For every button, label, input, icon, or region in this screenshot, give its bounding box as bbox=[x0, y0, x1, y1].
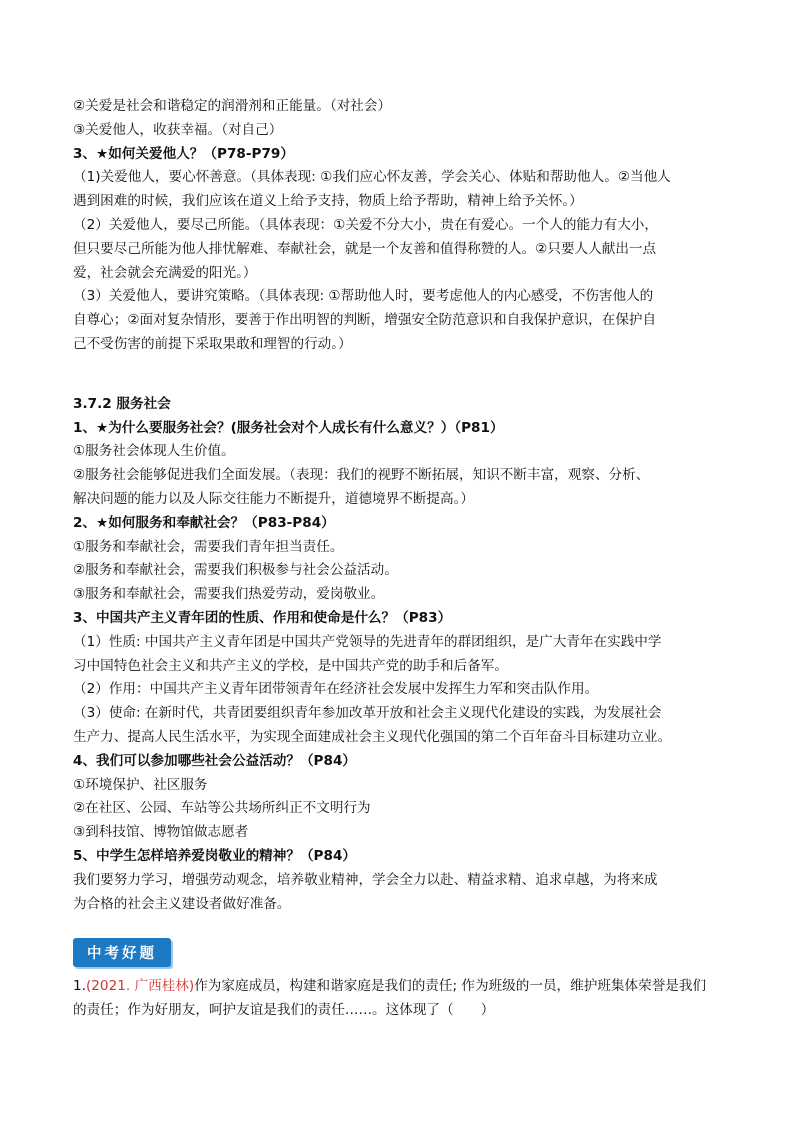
care-others-section bbox=[73, 95, 723, 357]
question-1-line-2: 的责任；作为好朋友，呵护友谊是我们的责任……。这体现了（ ） bbox=[73, 1002, 495, 1019]
section-heading: 5、中学生怎样培养爱岗敬业的精神？（P84） bbox=[73, 847, 357, 864]
text-line: （1)关爱他人，要心怀善意。（具体表现: ①我们应心怀友善，学会关心、体贴和帮助他人。②当他人 bbox=[73, 169, 671, 186]
section-heading: 3.7.2 服务社会 bbox=[73, 395, 171, 412]
text-line: ②服务和奉献社会，需要我们积极参与社会公益活动。 bbox=[73, 562, 398, 579]
text-line: 习中国特色社会主义和共产主义的学校，是中国共产党的助手和后备军。 bbox=[73, 657, 508, 674]
section-heading: 3、中国共产主义青年团的性质、作用和使命是什么？（P83） bbox=[73, 609, 452, 626]
text-line: 遇到困难的时候，我们应该在道义上给予支持，物质上给予帮助，精神上给予关怀。） bbox=[73, 193, 583, 210]
section-heading: 3、★如何关爱他人？（P78-P79） bbox=[73, 145, 294, 162]
text-line: 我们要努力学习，增强劳动观念，培养敬业精神，学会全力以赴、精益求精、追求卓越，为将来成 bbox=[73, 871, 658, 888]
text-line: ②服务社会能够促进我们全面发展。（表现：我们的视野不断拓展，知识不断丰富，观察、分析、 bbox=[73, 467, 650, 484]
text-line: 解决问题的能力以及人际交往能力不断提升，道德境界不断提高。） bbox=[73, 490, 475, 507]
text-line: 为合格的社会主义建设者做好准备。 bbox=[73, 895, 291, 912]
question-1-line-1 bbox=[73, 975, 723, 999]
text-line: ①服务社会体现人生价值。 bbox=[73, 443, 235, 460]
text-line: 爱，社会就会充满爱的阳光。） bbox=[73, 264, 257, 281]
text-line: ③关爱他人，收获幸福。（对自己） bbox=[73, 121, 283, 138]
text-line: （2）关爱他人，要尽己所能。（具体表现：①关爱不分大小，贵在有爱心。一个人的能力有大小， bbox=[73, 216, 658, 233]
text-line: ②在社区、公园、车站等公共场所纠正不文明行为 bbox=[73, 800, 371, 817]
text-line: 但只要尽己所能为他人排忧解难、奉献社会，就是一个友善和值得称赞的人。②只要人人献出一点 bbox=[73, 240, 657, 257]
section-heading: 2、★如何服务和奉献社会？（P83-P84） bbox=[73, 514, 335, 531]
text-line: （3）关爱他人，要讲究策略。（具体表现: ①帮助他人时，要考虑他人的内心感受，不伤害他人的 bbox=[73, 288, 654, 305]
text-line: （3）使命: 在新时代，共青团要组织青年参加改革开放和社会主义现代化建设的实践，为发展社会 bbox=[73, 705, 662, 722]
text-line: ①环境保护、社区服务 bbox=[73, 776, 208, 793]
section-heading: 1、★为什么要服务社会？(服务社会对个人成长有什么意义？）（P81） bbox=[73, 419, 504, 436]
text-line: 己不受伤害的前提下采取果敢和理智的行动。） bbox=[73, 335, 352, 352]
section-spacer bbox=[73, 357, 723, 393]
question-number: 1. bbox=[73, 978, 86, 995]
document-page bbox=[73, 95, 723, 1023]
question-text-1: 作为家庭成员，构建和谐家庭是我们的责任; 作为班级的一员，维护班集体荣誉是我们 bbox=[194, 978, 707, 995]
text-line: 自尊心；②面对复杂情形，要善于作出明智的判断，增强安全防范意识和自我保护意识，在保护自 bbox=[73, 312, 657, 329]
text-line: 生产力、提高人民生活水平，为实现全面建成社会主义现代化强国的第二个百年奋斗目标建功立业。 bbox=[73, 728, 672, 745]
exam-questions-banner: 中考好题 bbox=[73, 938, 171, 967]
text-line: （1）性质: 中国共产主义青年团是中国共产党领导的先进青年的群团组织，是广大青年在实践中学 bbox=[73, 633, 662, 650]
text-line: ③服务和奉献社会，需要我们热爱劳动，爱岗敬业。 bbox=[73, 586, 385, 603]
text-line: （2）作用：中国共产主义青年团带领青年在经济社会发展中发挥生力军和突击队作用。 bbox=[73, 681, 599, 698]
serve-society-section bbox=[73, 393, 723, 917]
text-line: ①服务和奉献社会，需要我们青年担当责任。 bbox=[73, 538, 344, 555]
text-line: ③到科技馆、博物馆做志愿者 bbox=[73, 824, 249, 841]
question-source: (2021. 广西桂林) bbox=[85, 978, 195, 995]
text-line: ②关爱是社会和谐稳定的润滑剂和正能量。（对社会） bbox=[73, 98, 392, 114]
section-heading: 4、我们可以参加哪些社会公益活动？（P84） bbox=[73, 752, 357, 769]
